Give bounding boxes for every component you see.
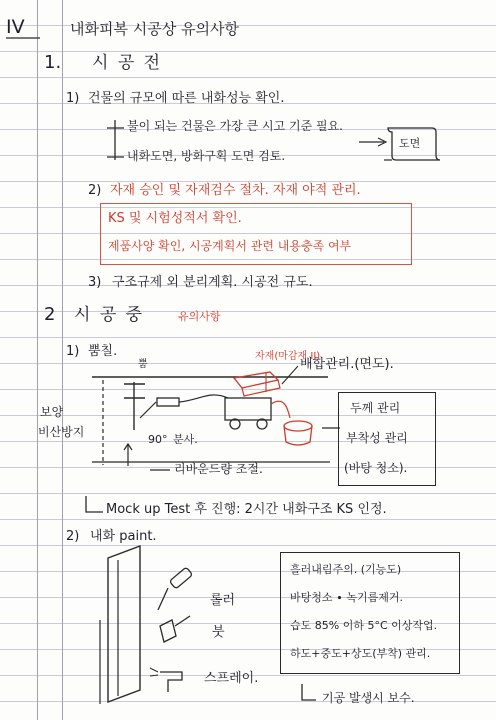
item-number: 2) (88, 183, 102, 198)
brush-handle (175, 616, 190, 626)
sub-item: 불이 되는 건물은 가장 큰 시고 기준 필요. (127, 119, 343, 133)
sub-item: 내화도면, 방화구획 도면 검토. (127, 149, 286, 163)
roller-handle (158, 588, 168, 610)
spray-arrow (140, 402, 156, 418)
mock-up-note: Mock up Test 후 진행: 2시간 내화구조 KS 인정. (106, 502, 387, 517)
tool-label: 스프레이. (204, 671, 259, 686)
box-line: 제품사양 확인, 시공계획서 관련 내용충족 여부 (108, 239, 352, 253)
item-text: 구조규제 외 분리계획. 시공전 규도. (112, 275, 313, 290)
item-text: 건물의 규모에 따른 내화성능 확인. (88, 91, 285, 106)
protection-label: 비산방지 (38, 425, 85, 439)
section-number: 2 (44, 304, 56, 325)
roller-icon (169, 567, 192, 589)
mixer-cart (225, 398, 271, 420)
arrow-line (282, 366, 298, 384)
page-title: 내화피복 시공상 유의사항 (70, 20, 239, 38)
mock-arrow (86, 496, 103, 512)
tool-label: 붓 (212, 625, 225, 640)
mix-hose (271, 401, 290, 418)
section-title: 시 공 전 (92, 53, 163, 73)
item-text: 자재 승인 및 자재검수 절차. 자재 야적 관리. (110, 183, 361, 198)
spray-lines (150, 675, 158, 676)
tool-label: 롤러 (210, 593, 236, 608)
section-title: 시 공 중 (74, 305, 145, 325)
box-item: 두께 관리 (350, 401, 401, 415)
document-label: 도면 (399, 137, 421, 150)
box-item: (바탕 청소). (344, 461, 408, 475)
mix-bucket (284, 421, 312, 431)
box-item: 바탕청소 ∙ 녹기름제거. (290, 591, 404, 604)
angle-note: 분사. (173, 433, 198, 446)
spray-gun-icon (160, 672, 182, 692)
spray-lines (150, 668, 158, 672)
material-stack (234, 372, 278, 388)
box-item: 부착성 관리 (346, 431, 408, 445)
box-item: 하도+중도+상도(부착) 관리. (290, 647, 431, 660)
footnote-arrow (302, 684, 316, 700)
item-number: 3) (88, 275, 102, 290)
hose (179, 395, 228, 402)
brush-icon (160, 620, 176, 642)
steel-column (108, 546, 140, 702)
box-item: 흘러내림주의. (기능도) (290, 563, 402, 576)
material-stack (242, 380, 280, 396)
spray-mark: 뿜 (138, 359, 148, 370)
box-line: KS 및 시험성적서 확인. (108, 211, 242, 226)
protection-label: 보양 (40, 405, 64, 419)
box-item: 습도 85% 이하 5°C 이상작업. (290, 619, 438, 632)
item-number: 2) (66, 529, 80, 544)
nozzle (157, 398, 179, 406)
mix-bucket (284, 426, 312, 445)
section-note: 유의사항 (178, 310, 221, 323)
item-text: 내화 paint. (90, 529, 157, 544)
rebound-label: 리바운드량 조절. (174, 462, 263, 476)
section-number: 1. (44, 52, 62, 73)
angle-label: 90° (148, 433, 168, 446)
item-number: 1) (66, 91, 80, 106)
mix-label: 배합관리.(면도). (300, 357, 394, 372)
footnote: 기공 발생시 보수. (322, 691, 415, 705)
material-label: 자재(마감재 II) (255, 351, 321, 362)
item-text: 뿜칠. (88, 344, 118, 359)
chapter-number: IV (6, 16, 25, 38)
item-number: 1) (66, 344, 80, 359)
